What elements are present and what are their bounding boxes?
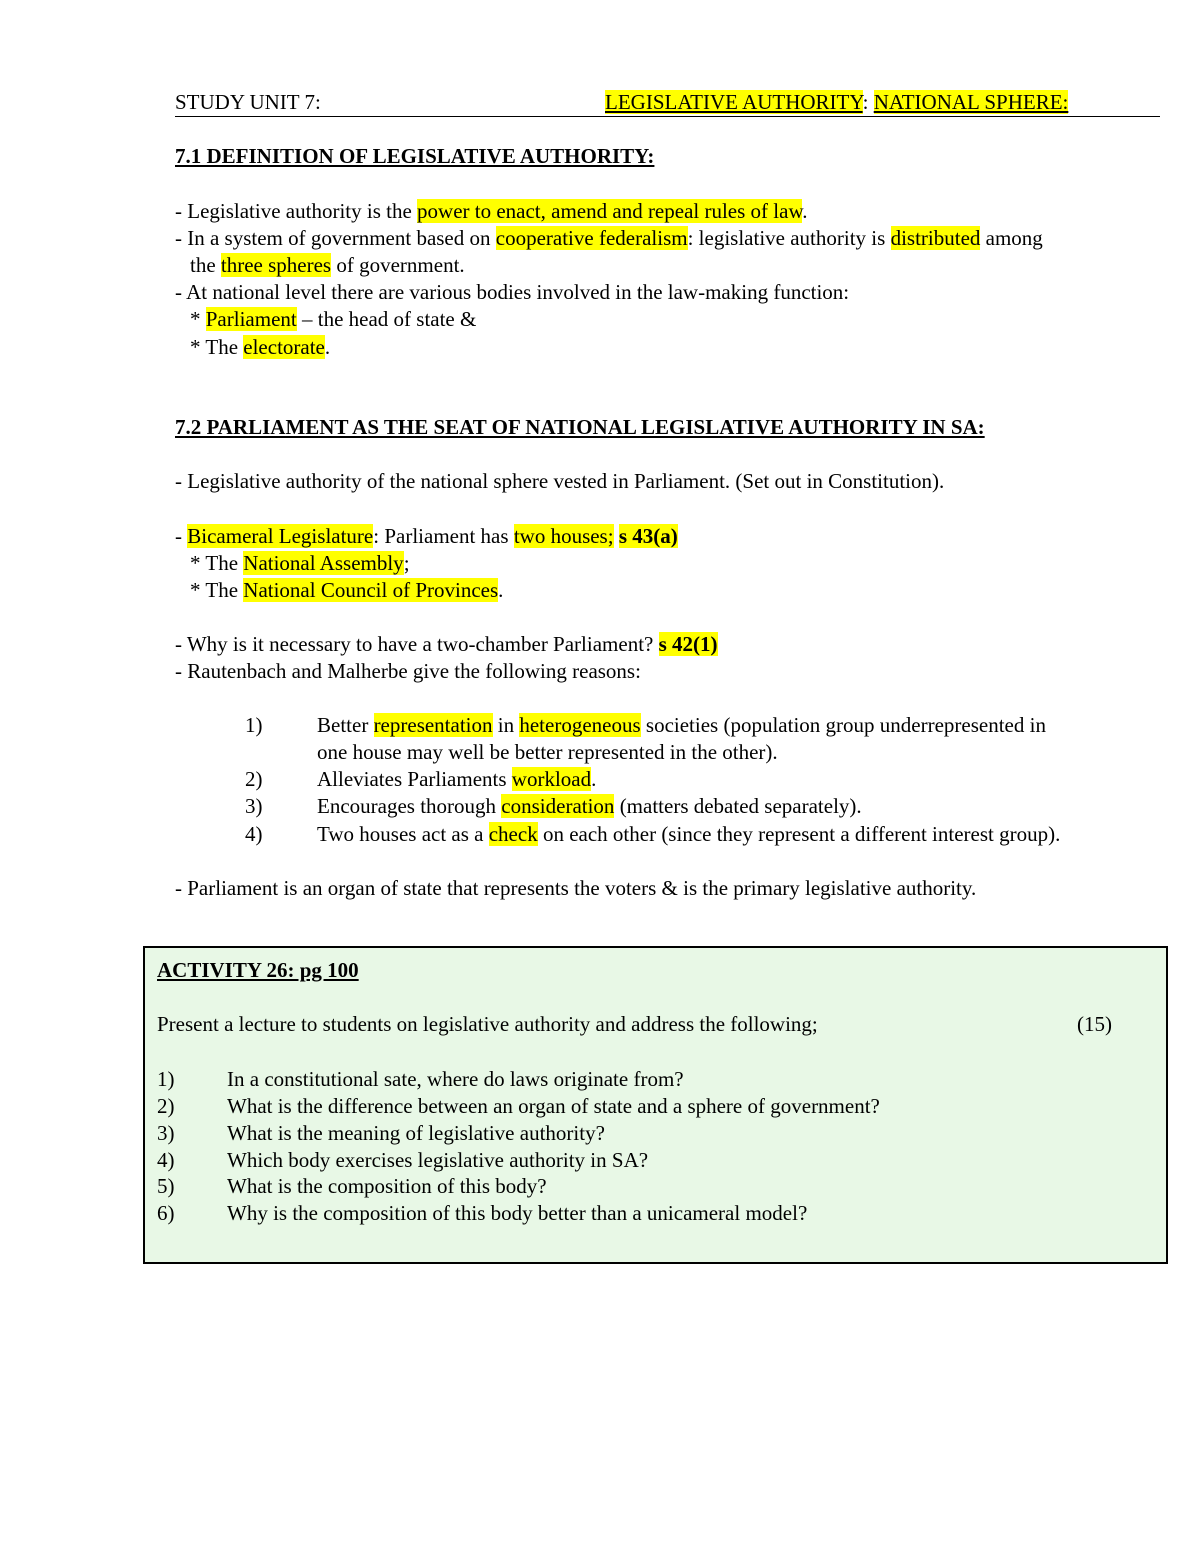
- highlight-run: three spheres: [220, 253, 332, 277]
- section-7-1-heading: 7.1 DEFINITION OF LEGISLATIVE AUTHORITY:: [175, 144, 655, 168]
- section-7-2-heading: 7.2 PARLIAMENT AS THE SEAT OF NATIONAL LEGISLATIVE AUTHORITY IN SA:: [175, 415, 985, 439]
- question-text: Why is the composition of this body better than a unicameral model?: [227, 1201, 808, 1225]
- list-number: 4): [157, 1148, 175, 1172]
- reasons-intro: - Rautenbach and Malherbe give the following reasons:: [175, 659, 641, 683]
- text-run: : Parliament has: [373, 524, 514, 548]
- text-run: * The: [190, 551, 244, 575]
- highlight-run: Bicameral Legislature: [187, 524, 374, 548]
- study-unit-label: STUDY UNIT 7:: [175, 90, 321, 114]
- highlight-run: check: [488, 822, 538, 846]
- section-reference: s 42(1): [658, 632, 718, 656]
- text-run: in: [492, 713, 520, 737]
- text-run: * The: [190, 578, 244, 602]
- bullet-parliament: [190, 306, 476, 333]
- highlight-run: power to enact, amend and repeal rules of law: [417, 199, 803, 223]
- text-run: (matters debated separately).: [614, 794, 862, 818]
- highlight-run: electorate: [243, 335, 325, 359]
- list-number: 3): [245, 794, 263, 818]
- text-run: – the head of state &: [296, 307, 477, 331]
- closing-statement: - Parliament is an organ of state that represents the voters & is the primary legislative authority.: [175, 876, 977, 900]
- bullet-electorate: [190, 334, 330, 361]
- text-run: *: [190, 307, 206, 331]
- list-item-text: [317, 766, 596, 793]
- activity-title: ACTIVITY 26: pg 100: [157, 958, 359, 982]
- text-run: .: [802, 199, 808, 223]
- list-number: 3): [157, 1121, 175, 1145]
- highlight-run: cooperative federalism: [495, 226, 688, 250]
- text-run: -: [175, 524, 188, 548]
- text-run: societies (population group underrepresented in: [640, 713, 1046, 737]
- bullet-ncop: [190, 577, 503, 604]
- list-number: 1): [245, 713, 263, 737]
- text-run: - Why is it necessary to have a two-chamber Parliament?: [175, 632, 659, 656]
- highlight-run: representation: [373, 713, 493, 737]
- two-chamber-question: [175, 631, 718, 658]
- text-run: Encourages thorough: [317, 794, 502, 818]
- text-run: - In a system of government based on: [175, 226, 496, 250]
- highlight-run: National Assembly: [243, 551, 404, 575]
- question-text: What is the composition of this body?: [227, 1174, 547, 1198]
- list-number: 4): [245, 822, 263, 846]
- activity-marks: (15): [1077, 1012, 1112, 1036]
- list-number: 6): [157, 1201, 175, 1225]
- text-run: Alleviates Parliaments: [317, 767, 512, 791]
- question-text: What is the difference between an organ of state and a sphere of government?: [227, 1094, 880, 1118]
- federalism-line: [175, 225, 1043, 252]
- text-run: among: [980, 226, 1043, 250]
- text-run: * The: [190, 335, 244, 359]
- bullet-national-assembly: [190, 550, 410, 577]
- page-header: [175, 89, 1160, 117]
- highlight-run: Parliament: [205, 307, 297, 331]
- highlight-run: distributed: [890, 226, 981, 250]
- national-level-line: - At national level there are various bodies involved in the law-making function:: [175, 280, 850, 304]
- unit-title-part1: LEGISLATIVE AUTHORITY: [605, 90, 863, 114]
- list-item-text: [317, 821, 1060, 848]
- text-run: - Legislative authority is the: [175, 199, 418, 223]
- list-number: 2): [245, 767, 263, 791]
- highlight-run: workload: [511, 767, 592, 791]
- text-run: Better: [317, 713, 374, 737]
- highlight-run: two houses;: [513, 524, 614, 548]
- list-item-text: [317, 793, 862, 820]
- section-reference: s 43(a): [618, 524, 678, 548]
- text-run: : legislative authority is: [687, 226, 891, 250]
- text-run: the: [190, 253, 221, 277]
- highlight-run: heterogeneous: [519, 713, 641, 737]
- text-run: .: [498, 578, 504, 602]
- text-run: on each other (since they represent a different interest group).: [537, 822, 1061, 846]
- unit-title-sep: :: [862, 90, 874, 114]
- highlight-run: consideration: [501, 794, 615, 818]
- list-number: 1): [157, 1067, 175, 1091]
- question-text: In a constitutional sate, where do laws originate from?: [227, 1067, 684, 1091]
- highlight-run: National Council of Provinces: [243, 578, 499, 602]
- text-run: .: [324, 335, 331, 359]
- unit-title-part2: NATIONAL SPHERE:: [873, 90, 1069, 114]
- definition-line: [175, 198, 808, 225]
- bicameral-line: [175, 523, 678, 550]
- text-run: Two houses act as a: [317, 822, 489, 846]
- spheres-line: [190, 252, 465, 279]
- activity-intro: Present a lecture to students on legislative authority and address the following;: [157, 1012, 818, 1036]
- list-item-text: [317, 712, 1046, 739]
- list-number: 5): [157, 1174, 175, 1198]
- activity-box: [143, 946, 1168, 1264]
- list-number: 2): [157, 1094, 175, 1118]
- vested-line: - Legislative authority of the national sphere vested in Parliament. (Set out in Constitution).: [175, 469, 945, 493]
- question-text: What is the meaning of legislative authority?: [227, 1121, 605, 1145]
- text-run: .: [591, 767, 597, 791]
- list-item-continuation: one house may well be better represented in the other).: [317, 740, 778, 764]
- unit-title: [605, 89, 1068, 116]
- text-run: ;: [403, 551, 410, 575]
- text-run: of government.: [331, 253, 465, 277]
- question-text: Which body exercises legislative authority in SA?: [227, 1148, 649, 1172]
